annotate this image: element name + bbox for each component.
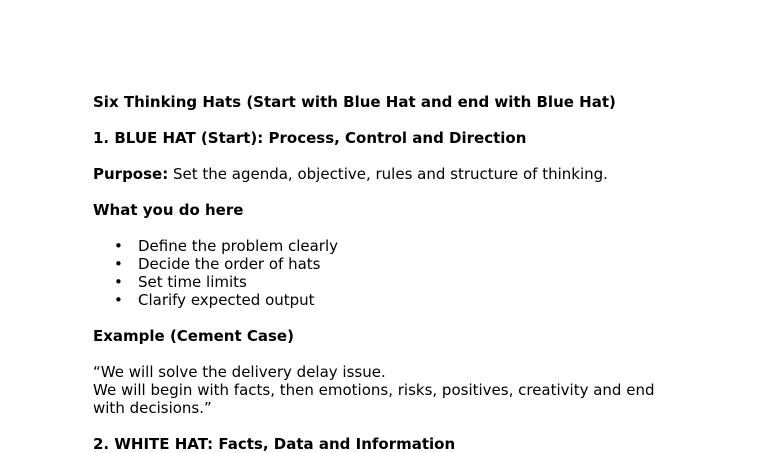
bullet-icon: • [114, 255, 123, 273]
list-item [93, 237, 713, 255]
bullet-icon: • [114, 273, 123, 291]
document-title: Six Thinking Hats (Start with Blue Hat and end with Blue Hat) [93, 93, 616, 111]
list-item-text: Set time limits [138, 273, 247, 291]
purpose-paragraph [93, 165, 713, 183]
example-heading: Example (Cement Case) [93, 327, 294, 345]
what-you-do-heading: What you do here [93, 201, 244, 219]
bullet-list [93, 237, 713, 309]
list-item-text: Define the problem clearly [138, 237, 338, 255]
purpose-text: Set the agenda, objective, rules and structure of thinking. [168, 165, 608, 183]
example-quote-line: with decisions.” [93, 399, 212, 417]
list-item-text: Clarify expected output [138, 291, 315, 309]
example-quote [93, 363, 713, 417]
list-item [93, 273, 713, 291]
purpose-label: Purpose: [93, 165, 169, 183]
bullet-icon: • [114, 237, 123, 255]
bullet-icon: • [114, 291, 123, 309]
example-quote-line: “We will solve the delivery delay issue. [93, 363, 386, 381]
section-heading-blue-hat: 1. BLUE HAT (Start): Process, Control and Direction [93, 129, 527, 147]
example-quote-line: We will begin with facts, then emotions, risks, positives, creativity and end [93, 381, 655, 399]
list-item-text: Decide the order of hats [138, 255, 321, 273]
section-heading-white-hat: 2. WHITE HAT: Facts, Data and Information [93, 435, 456, 453]
list-item [93, 291, 713, 309]
list-item [93, 255, 713, 273]
document-body [93, 93, 713, 453]
